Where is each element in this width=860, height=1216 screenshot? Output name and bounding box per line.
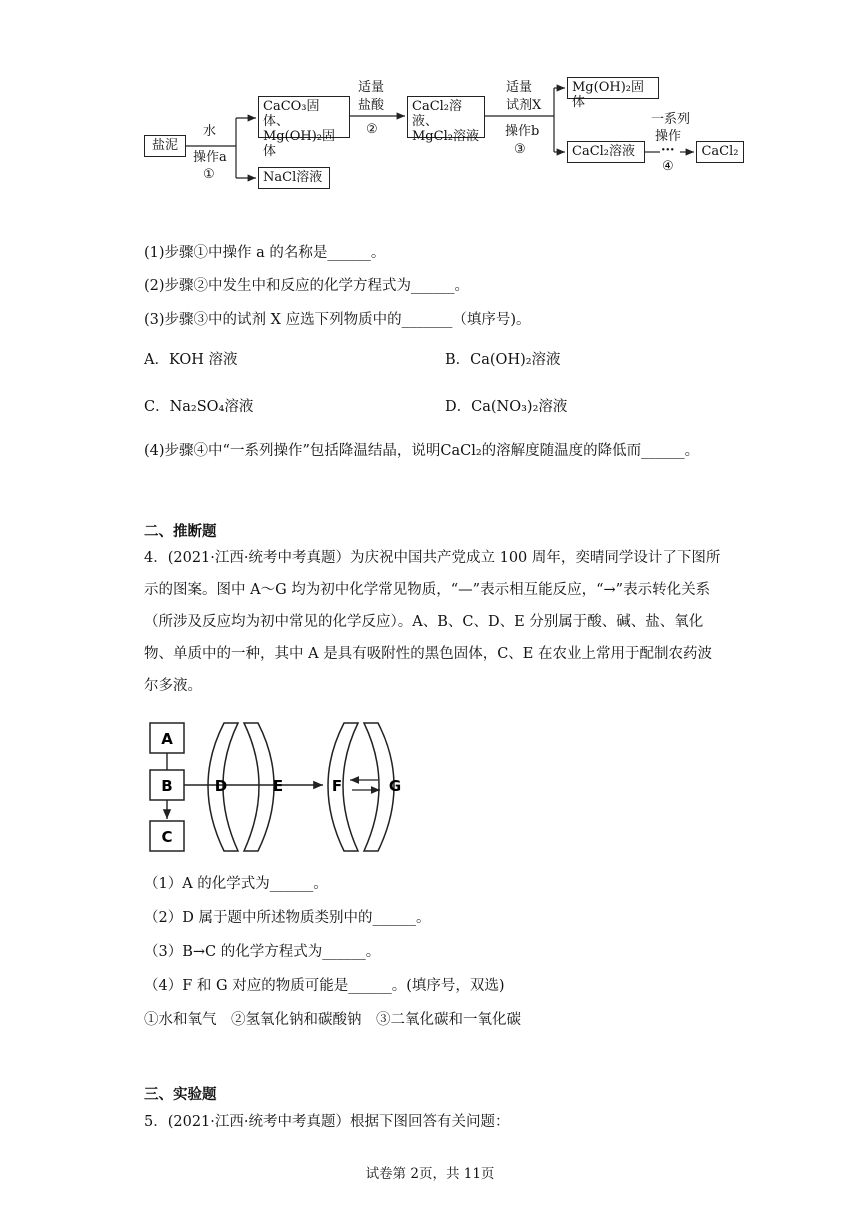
- step3-label-mid: 试剂X: [506, 98, 542, 113]
- box-solid-line2: Mg(OH)₂固体: [263, 129, 335, 159]
- box-cacl2-solution: CaCl₂溶液: [567, 141, 645, 163]
- step4-dots: ···: [661, 143, 675, 158]
- step1-label-num: ①: [203, 167, 215, 182]
- option-c: C．Na₂SO₄溶液: [144, 399, 254, 415]
- node-g: G: [388, 777, 402, 795]
- box-start: 盐泥: [144, 135, 186, 157]
- inference-diagram: [140, 718, 430, 863]
- option-a: A．KOH 溶液: [144, 352, 238, 368]
- section3-title: 三、实验题: [144, 1086, 217, 1103]
- box-solution: [407, 96, 485, 144]
- q4-sub1: （1）A 的化学式为______。: [144, 876, 328, 892]
- section2-title: 二、推断题: [144, 523, 217, 540]
- box-solution-line2: MgCl₂溶液: [412, 129, 479, 144]
- node-c: C: [161, 828, 173, 846]
- q3-part1: (1)步骤①中操作 a 的名称是______。: [144, 245, 386, 261]
- step4-label-top: 一系列: [651, 112, 691, 127]
- step3-label-op: 操作b: [505, 124, 540, 139]
- box-mgoh2: Mg(OH)₂固体: [567, 77, 659, 99]
- step4-label-mid: 操作: [655, 129, 682, 144]
- q5-text: 5．(2021·江西·统考中考真题）根据下图回答有关问题：: [144, 1114, 510, 1130]
- node-a: A: [161, 730, 173, 748]
- step2-label-top: 适量: [358, 80, 385, 95]
- node-d: D: [214, 777, 228, 795]
- step3-label-num: ③: [514, 142, 526, 157]
- step1-label-mid: 操作a: [193, 150, 227, 165]
- step1-label-top: 水: [203, 124, 217, 139]
- q3-part4: (4)步骤④中“一系列操作”包括降温结晶，说明CaCl₂的溶解度随温度的降低而______。: [144, 443, 700, 459]
- q4-text: 4．(2021·江西·统考中考真题）为庆祝中国共产党成立 100 周年，奕晴同学设计了下图所示的图案。图中 A～G 均为初中化学常见物质，“—”表示相互能反应，“→”表示转化关系（所涉及反应均为初中常见的化学反应）。A、B、C、D、E 分别属于酸、碱、盐、氧化物、单质中的一种，其中 A 是具有吸附性的黑色固体，C、E 在农业上常用于配制农药波尔多液。: [144, 550, 721, 694]
- node-e: E: [272, 777, 284, 795]
- q4-sub3: （3）B→C 的化学方程式为______。: [144, 944, 381, 960]
- node-f: F: [331, 777, 343, 795]
- node-b: B: [161, 777, 173, 795]
- q4-sub2: （2）D 属于题中所述物质类别中的______。: [144, 910, 431, 926]
- box-solid: [258, 96, 350, 159]
- page-footer: 试卷第 2页，共 11页: [365, 1166, 495, 1182]
- box-final-cacl2: CaCl₂: [696, 141, 744, 163]
- box-solution-line1: CaCl₂溶液、: [412, 99, 463, 129]
- step2-label-mid: 盐酸: [358, 98, 385, 113]
- step4-label-num: ④: [662, 159, 674, 174]
- step2-label-num: ②: [366, 122, 378, 137]
- q4-sub4: （4）F 和 G 对应的物质可能是______。(填序号，双选): [144, 978, 505, 994]
- step3-label-top: 适量: [506, 80, 533, 95]
- q4-choices: ①水和氧气 ②氢氧化钠和碳酸钠 ③二氧化碳和一氧化碳: [144, 1012, 521, 1028]
- box-solid-line1: CaCO₃固体、: [263, 99, 320, 129]
- option-d: D．Ca(NO₃)₂溶液: [445, 399, 568, 415]
- option-b: B．Ca(OH)₂溶液: [445, 352, 561, 368]
- q3-part2: (2)步骤②中发生中和反应的化学方程式为______。: [144, 278, 470, 294]
- box-nacl: NaCl溶液: [258, 167, 330, 189]
- q3-part3: (3)步骤③中的试剂 X 应选下列物质中的_______（填序号)。: [144, 312, 531, 328]
